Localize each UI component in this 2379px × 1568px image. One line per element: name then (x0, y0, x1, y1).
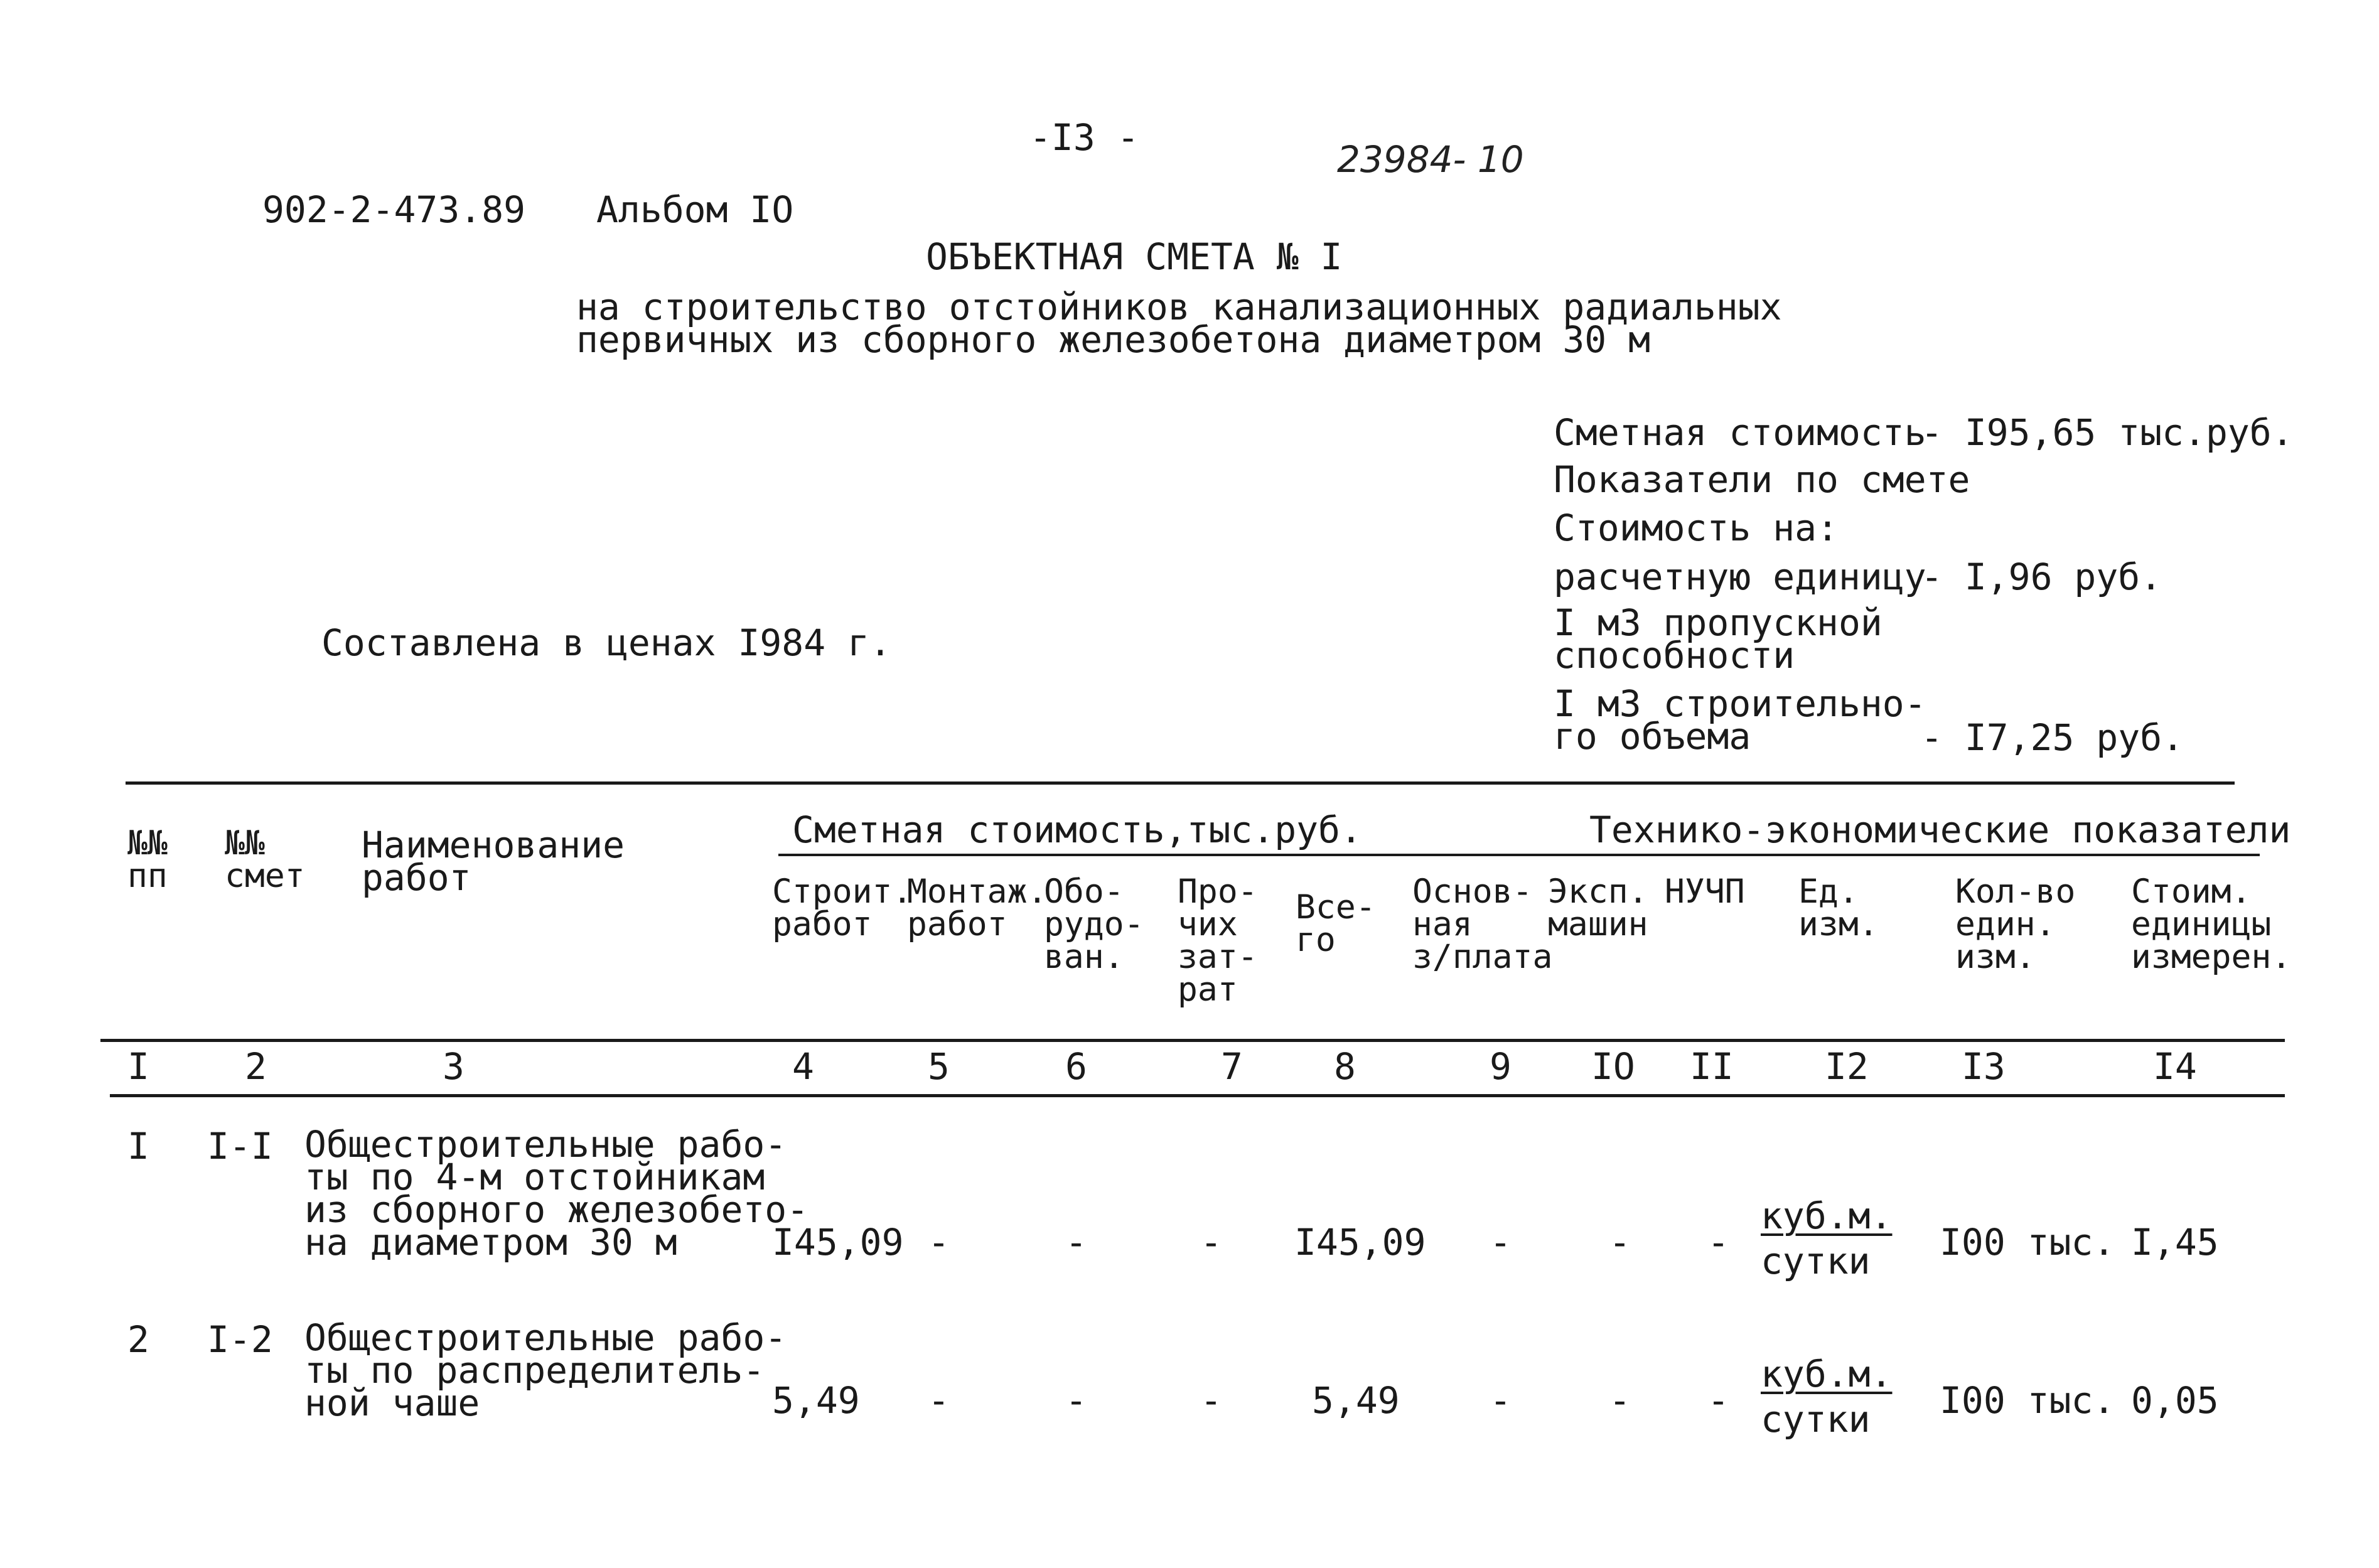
header-construction: Строит. работ (772, 873, 913, 943)
unit-cost-value: - I,96 руб. (1921, 556, 2162, 598)
estimated-cost-value: - I95,65 тыс.руб. (1921, 411, 2294, 454)
row-2-unit: куб.м. (1761, 1353, 1893, 1395)
column-number-2: 2 (245, 1045, 267, 1088)
doc-code: 902-2-473.89 (262, 188, 526, 231)
header-unit: Ед. изм. (1798, 873, 1879, 943)
row-2-number: 2 (127, 1318, 149, 1361)
estimated-cost-label: Сметная стоимость (1554, 411, 1926, 454)
subtitle-line-1: на строительство отстойников канализационных радиальных (576, 286, 1782, 328)
row-2-other: - (1200, 1379, 1222, 1422)
column-number-12: I2 (1825, 1045, 1869, 1088)
header-machine-operation: Эксп. машин (1548, 873, 1648, 943)
header-estimate-number: №№ смет (225, 824, 305, 895)
row-1-equipment: - (1065, 1221, 1087, 1264)
column-number-10: IO (1591, 1045, 1635, 1088)
row-1-installation: - (928, 1221, 950, 1264)
column-number-14: I4 (2153, 1045, 2197, 1088)
header-nuchp: НУЧП (1665, 873, 1745, 911)
volume-cost-value: - I7,25 руб. (1921, 716, 2184, 759)
row-1-other: - (1200, 1221, 1222, 1264)
header-quantity: Кол-во един. изм. (1955, 873, 2076, 976)
row-1-unit: куб.м. (1761, 1195, 1893, 1237)
row-1-nuchp: - (1707, 1221, 1729, 1264)
header-other: Про- чих зат- рат (1178, 873, 1258, 1009)
column-number-4: 4 (792, 1045, 814, 1088)
document-title: ОБЪЕКТНАЯ СМЕТА № I (926, 235, 1343, 278)
row-1-unit-days: сутки (1761, 1240, 1871, 1282)
header-cost-group: Сметная стоимость,тыс.руб. (792, 808, 1362, 851)
column-number-13: I3 (1962, 1045, 2006, 1088)
column-number-9: 9 (1490, 1045, 1512, 1088)
handwritten-number: 23984- 10 (1337, 138, 1524, 181)
album-label: Альбом IO (596, 188, 794, 231)
column-number-11: II (1690, 1045, 1734, 1088)
row-2-code: I-2 (207, 1318, 273, 1361)
row-2-machine-operation: - (1609, 1379, 1631, 1422)
row-2-installation: - (928, 1379, 950, 1422)
header-base-wage: Основ- ная з/плата (1412, 873, 1553, 976)
column-number-3: 3 (443, 1045, 465, 1088)
header-total: Все- го (1296, 888, 1376, 959)
price-basis: Составлена в ценах I984 г. (321, 621, 891, 664)
page-number: -I3 - (1029, 116, 1139, 159)
row-1-number: I (127, 1125, 149, 1168)
header-unit-cost: Стоим. единицы измерен. (2131, 873, 2292, 976)
header-tech-group: Технико-экономические показатели (1589, 808, 2291, 851)
row-2-nuchp: - (1707, 1379, 1729, 1422)
column-number-7: 7 (1221, 1045, 1243, 1088)
table-top-rule (126, 781, 2235, 785)
cost-group-underline (778, 854, 2260, 856)
column-number-1: I (127, 1045, 149, 1088)
row-2-quantity: I00 тыс. (1940, 1379, 2115, 1422)
header-equipment: Обо- рудо- ван. (1044, 873, 1144, 976)
row-1-quantity: I00 тыс. (1940, 1221, 2115, 1264)
row-1-code: I-I (207, 1125, 273, 1168)
row-2-base-wage: - (1490, 1379, 1512, 1422)
row-2-construction: 5,49 (772, 1379, 860, 1422)
column-number-5: 5 (928, 1045, 950, 1088)
row-2-equipment: - (1065, 1379, 1087, 1422)
unit-cost-label: расчетную единицу (1554, 556, 1926, 598)
row-1-machine-operation: - (1609, 1221, 1631, 1264)
column-number-8: 8 (1334, 1045, 1356, 1088)
row-1-unit-cost: I,45 (2131, 1221, 2219, 1264)
row-1-base-wage: - (1490, 1221, 1512, 1264)
column-numbers-bottom-rule (110, 1094, 2285, 1097)
row-1-total: I45,09 (1294, 1221, 1426, 1264)
cost-on-label: Стоимость на: (1554, 507, 1839, 549)
row-2-total: 5,49 (1312, 1379, 1400, 1422)
row-2-work-name: Общестроительные рабо- ты по распределитель- ной чаше (304, 1316, 787, 1424)
indicators-label: Показатели по смете (1554, 458, 1970, 501)
column-number-6: 6 (1065, 1045, 1087, 1088)
header-installation: Монтаж. работ (907, 873, 1048, 943)
header-work-name: Наименование работ (362, 824, 625, 899)
volume-label: I м3 строительно- го объема (1554, 682, 1926, 758)
header-bottom-rule (100, 1039, 2285, 1042)
capacity-label: I м3 пропускной способности (1554, 601, 1882, 677)
row-2-unit-cost: 0,05 (2131, 1379, 2219, 1422)
row-1-work-name: Общестроительные рабо- ты по 4-м отстойникам из сборного железобето- на диаметром 30 м (304, 1123, 809, 1264)
row-2-unit-days: сутки (1761, 1398, 1871, 1441)
subtitle-line-2: первичных из сборного железобетона диаметром 30 м (576, 318, 1651, 361)
header-row-number: №№ пп (127, 824, 168, 895)
row-1-construction: I45,09 (772, 1221, 904, 1264)
